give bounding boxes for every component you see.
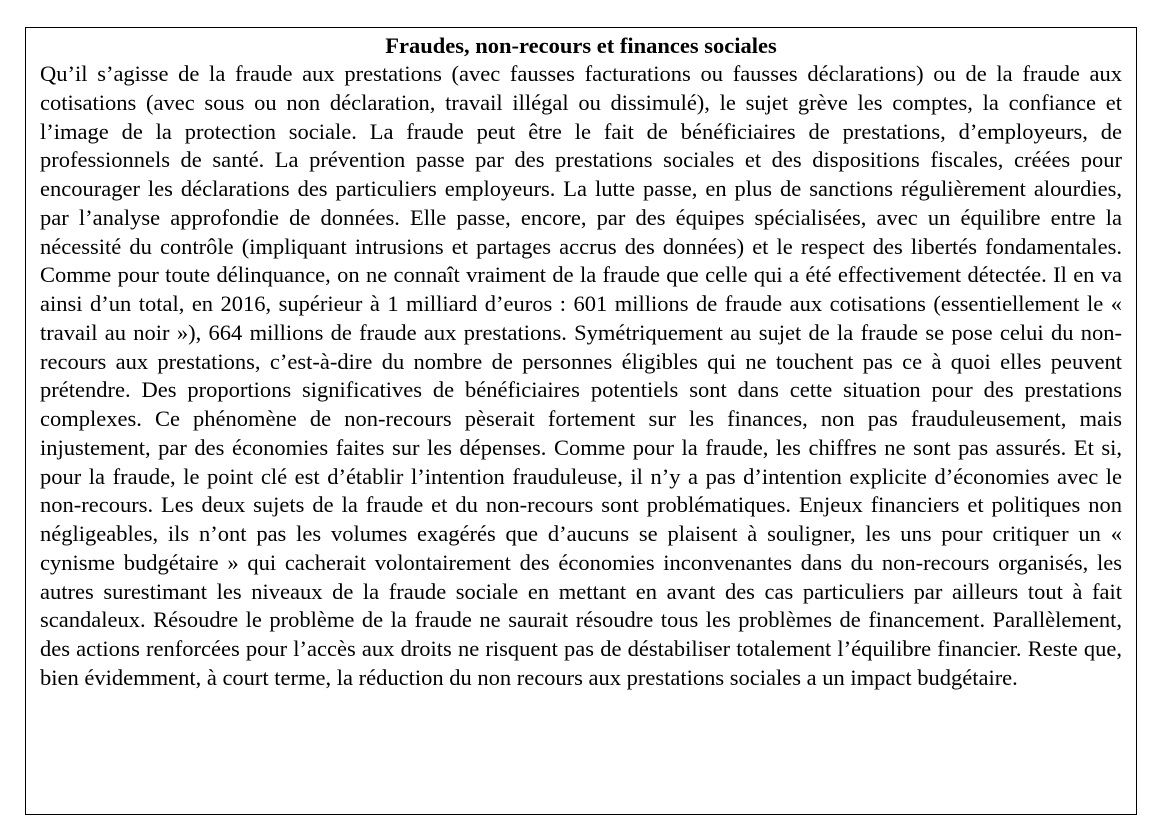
body-paragraph: Qu’il s’agisse de la fraude aux prestations (avec fausses facturations ou fausses déclarations) ou de la fraude aux cotisations (avec sous ou non déclaration, travail illégal ou dissimulé), le sujet grève les comptes, la confiance et l’image de la protection sociale. La fraude peut être le fait de bénéficiaires de prestations, d’employeurs, de professionnels de santé. La prévention passe par des prestations sociales et des dispositions fiscales, créées pour encourager les déclarations des particuliers employeurs. La lutte passe, en plus de sanctions régulièrement alourdies, par l’analyse approfondie de données. Elle passe, encore, par des équipes spécialisées, avec un équilibre entre la nécessité du contrôle (impliquant intrusions et partages accrus des données) et le respect des libertés fondamentales. Comme pour toute délinquance, on ne connaît vraiment de la fraude que celle qui a été effectivement détectée. Il en va ainsi d’un total, en 2016, supérieur à 1 milliard d’euros : 601 millions de fraude aux cotisations (essentiellement le « travail au noir »), 664 millions de fraude aux prestations. Symétriquement au sujet de la fraude se pose celui du non-recours aux prestations, c’est-à-dire du nombre de personnes éligibles qui ne touchent pas ce à quoi elles peuvent prétendre. Des proportions significatives de bénéficiaires potentiels sont dans cette situation pour des prestations complexes. Ce phénomène de non-recours pèserait fortement sur les finances, non pas frauduleusement, mais injustement, par des économies faites sur les dépenses. Comme pour la fraude, les chiffres ne sont pas assurés. Et si, pour la fraude, le point clé est d’établir l’intention frauduleuse, il n’y a pas d’intention explicite d’économies avec le non-recours. Les deux sujets de la fraude et du non-recours sont problématiques. Enjeux financiers et politiques non négligeables, ils n’ont pas les volumes exagérés que d’aucuns se plaisent à souligner, les uns pour critiquer un « cynisme budgétaire » qui cacherait volontairement des économies inconvenantes dans du non-recours organisés, les autres surestimant les niveaux de la fraude sociale en mettant en avant des cas particuliers par ailleurs tout à fait scandaleux. Résoudre le problème de la fraude ne saurait résoudre tous les problèmes de financement. Parallèlement, des actions renforcées pour l’accès aux droits ne risquent pas de déstabiliser totalement l’équilibre financier. Reste que, bien évidemment, à court terme, la réduction du non recours aux prestations sociales a un impact budgétaire.	[40, 61, 1122, 690]
text-box	[25, 27, 1137, 815]
box-title: Fraudes, non-recours et finances sociales	[385, 33, 777, 58]
